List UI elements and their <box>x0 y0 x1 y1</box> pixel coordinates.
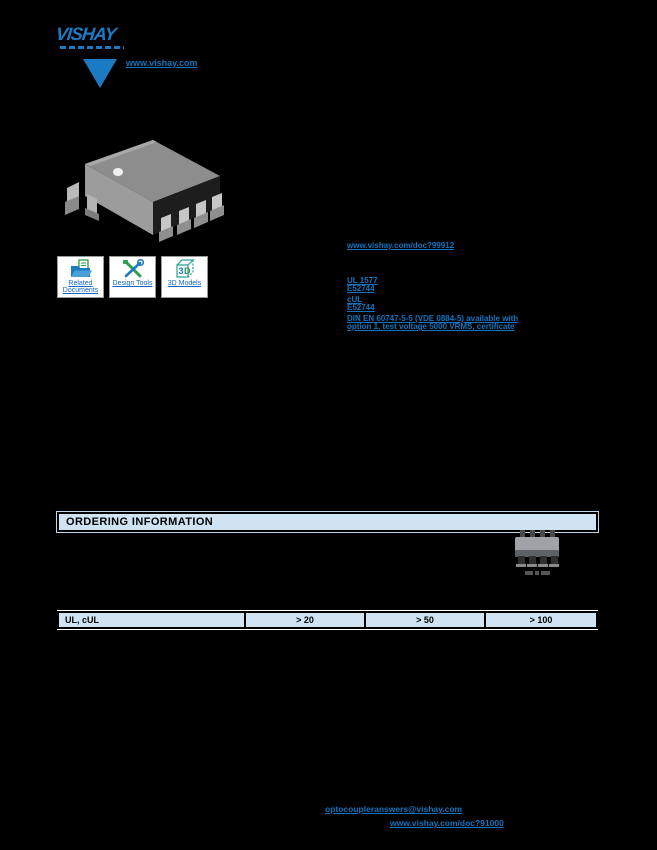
contact-email-link[interactable]: optocoupleranswers@vishay.com <box>325 804 463 814</box>
approval-din <box>347 315 518 331</box>
vishay-triangle-icon <box>83 59 117 88</box>
approval-din-line2[interactable]: option 1, test voltage 5000 VRMS, certificate <box>347 322 515 331</box>
table-cell-ctr-20: > 20 <box>246 611 366 629</box>
vishay-logo-underline <box>60 46 124 49</box>
table-cell-ctr-50: > 50 <box>366 611 486 629</box>
related-documents-label: Related Documents <box>62 280 99 294</box>
design-tools-label: Design Tools <box>112 280 153 287</box>
vishay-logo-wordmark: VISHAY <box>54 24 117 44</box>
approval-ul-name[interactable]: UL 1577 <box>347 276 378 285</box>
smd-chip-illustration <box>57 132 235 244</box>
smd-chip-front-view <box>503 527 571 577</box>
approval-cul-file[interactable]: E52744 <box>347 303 375 312</box>
approval-cul <box>347 296 518 312</box>
approval-din-line1[interactable]: DIN EN 60747-5-5 (VDE 0884-5) available with <box>347 314 519 323</box>
package-3d-image <box>57 132 235 249</box>
tools-icon <box>121 259 145 279</box>
design-tools-button[interactable] <box>109 256 156 298</box>
3d-models-button[interactable] <box>161 256 208 298</box>
svg-text:3: 3 <box>178 266 184 276</box>
package-thumbnail <box>503 527 571 582</box>
agency-approvals <box>347 277 518 334</box>
table-cell-ctr-100: > 100 <box>486 611 598 629</box>
related-documents-button[interactable] <box>57 256 104 298</box>
3d-models-label: 3D Models <box>167 280 202 287</box>
svg-text:D: D <box>183 266 190 276</box>
vishay-website-link[interactable]: www.vishay.com <box>126 58 198 68</box>
material-categorization-link[interactable]: www.vishay.com/doc?99912 <box>347 241 455 250</box>
documents-folder-icon <box>69 259 93 279</box>
ordering-information-title: ORDERING INFORMATION <box>66 516 214 528</box>
table-cell-agency: UL, cUL <box>57 611 246 629</box>
disclaimer-doc-link[interactable]: www.vishay.com/doc?91000 <box>390 818 504 828</box>
approval-ul-file[interactable]: E52744 <box>347 284 375 293</box>
3d-cube-icon <box>173 259 197 279</box>
approval-ul <box>347 277 518 293</box>
approval-cul-name[interactable]: cUL <box>347 295 363 304</box>
ordering-table-row <box>57 610 598 630</box>
